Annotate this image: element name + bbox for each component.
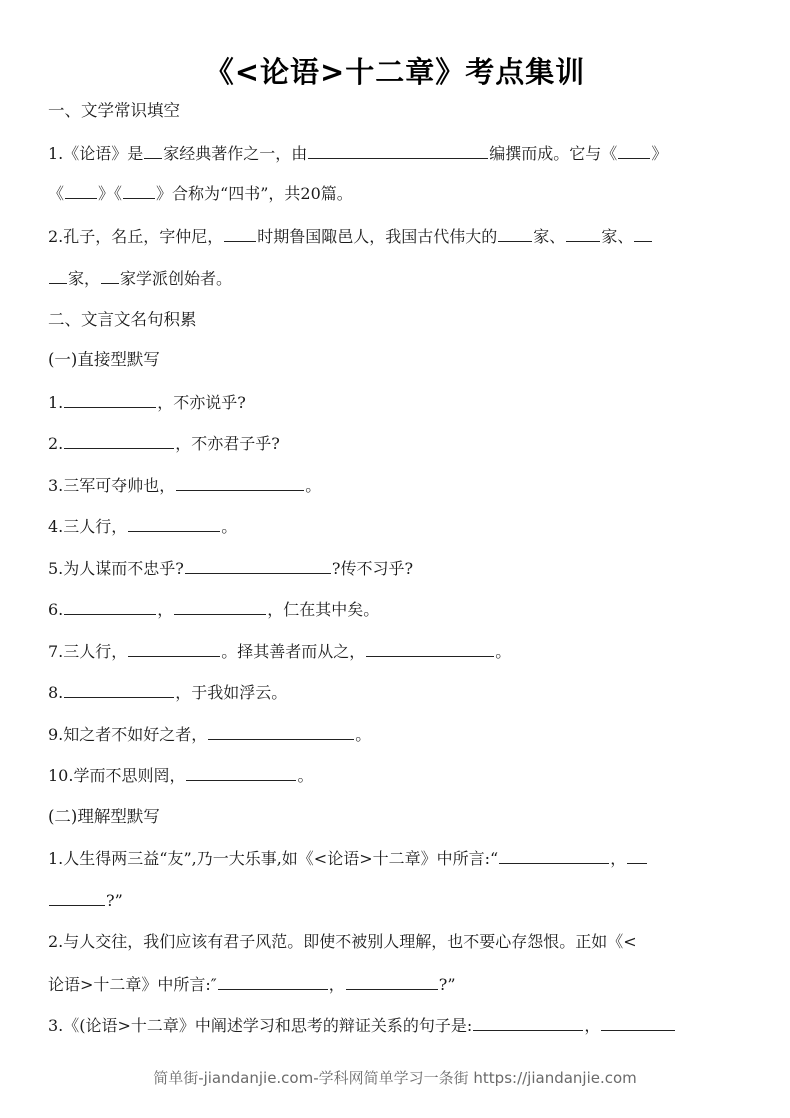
- understand-q1-line2: [48, 890, 123, 911]
- text-segment: 2.孔子，名丘，字仲尼，: [48, 227, 224, 246]
- direct-item-6: [48, 599, 379, 620]
- direct-item-9: [48, 724, 371, 745]
- fill-in-blank[interactable]: [346, 974, 438, 990]
- fill-in-blank[interactable]: [49, 268, 67, 284]
- text-segment: 1.《论语》是: [48, 144, 144, 163]
- fill-in-blank[interactable]: [366, 641, 494, 657]
- section2-heading: 二、文言文名句积累: [48, 310, 197, 329]
- text-segment: 编撰而成。它与《: [489, 144, 618, 163]
- text-segment: 3.三军可夺帅也，: [48, 476, 176, 495]
- text-segment: 》合称为“四书”，共20篇。: [156, 184, 353, 203]
- text-segment: ，不亦君子乎?: [175, 434, 280, 453]
- text-segment: 8.: [48, 683, 64, 702]
- text-segment: 10.学而不思则罔，: [48, 766, 186, 785]
- text-segment: 5.为人谋而不忠乎?: [48, 559, 184, 578]
- fill-in-blank[interactable]: [128, 516, 220, 532]
- sub1-heading: (一)直接型默写: [48, 350, 160, 369]
- fill-in-blank[interactable]: [128, 641, 220, 657]
- understand-q2-line2: [48, 974, 456, 995]
- text-segment: 。: [355, 725, 372, 744]
- footer-watermark: 简单街-jiandanjie.com-学科网简单学习一条街 https://jiandanjie.com: [153, 1069, 637, 1087]
- direct-item-4: [48, 516, 237, 537]
- fill-in-blank[interactable]: [64, 682, 174, 698]
- text-segment: ，: [584, 1016, 601, 1035]
- text-segment: 7.三人行，: [48, 642, 128, 661]
- direct-item-7: [48, 641, 511, 662]
- fill-in-blank[interactable]: [123, 183, 155, 199]
- fill-in-blank[interactable]: [174, 599, 266, 615]
- text-segment: ?传不习乎?: [331, 559, 414, 578]
- text-segment: 2.与人交往，我们应该有君子风范。即使不被别人理解，也不要心存怨恨。正如《<: [48, 932, 637, 951]
- text-segment: 时期鲁国陬邑人，我国古代伟大的: [257, 227, 498, 246]
- fill-in-blank[interactable]: [176, 475, 304, 491]
- direct-item-10: [48, 765, 313, 786]
- fill-in-blank[interactable]: [208, 724, 354, 740]
- fill-in-blank[interactable]: [627, 848, 647, 864]
- fill-in-blank[interactable]: [618, 143, 650, 159]
- text-segment: 《: [48, 184, 65, 203]
- fill-in-blank[interactable]: [499, 848, 609, 864]
- direct-item-5: [48, 558, 413, 579]
- s1-q1-line1: [48, 143, 667, 164]
- fill-in-blank[interactable]: [64, 599, 156, 615]
- fill-in-blank[interactable]: [224, 226, 256, 242]
- page-title: 《<论语>十二章》考点集训: [204, 55, 586, 89]
- direct-item-8: [48, 682, 287, 703]
- text-segment: ，于我如浮云。: [175, 683, 288, 702]
- text-segment: 6.: [48, 600, 64, 619]
- text-segment: ?”: [106, 891, 123, 910]
- text-segment: 家学派创始者。: [120, 269, 233, 288]
- text-segment: 。: [495, 642, 512, 661]
- text-segment: ，仁在其中矣。: [267, 600, 380, 619]
- text-segment: ，: [610, 849, 627, 868]
- text-segment: 1.: [48, 393, 64, 412]
- text-segment: ?”: [438, 975, 456, 994]
- s1-q2-line1: [48, 226, 653, 247]
- text-segment: 。: [305, 476, 322, 495]
- fill-in-blank[interactable]: [473, 1015, 583, 1031]
- text-segment: 家，: [68, 269, 101, 288]
- text-segment: 家、: [533, 227, 566, 246]
- fill-in-blank[interactable]: [144, 143, 162, 159]
- fill-in-blank[interactable]: [186, 765, 296, 781]
- direct-item-1: [48, 392, 246, 413]
- text-segment: 。: [221, 517, 238, 536]
- text-segment: 3.《(论语>十二章》中阐述学习和思考的辩证关系的句子是:: [48, 1016, 473, 1035]
- fill-in-blank[interactable]: [566, 226, 600, 242]
- fill-in-blank[interactable]: [64, 433, 174, 449]
- text-segment: 》《: [98, 184, 123, 203]
- fill-in-blank[interactable]: [498, 226, 532, 242]
- text-segment: 1.人生得两三益“友”,乃一大乐事,如《<论语>十二章》中所言:“: [48, 849, 499, 868]
- fill-in-blank[interactable]: [49, 890, 105, 906]
- fill-in-blank[interactable]: [65, 183, 97, 199]
- text-segment: 》: [651, 144, 668, 163]
- text-segment: 家、: [601, 227, 634, 246]
- understand-q3-line1: [48, 1015, 676, 1036]
- text-segment: ，: [328, 975, 345, 994]
- text-segment: 。择其善者而从之，: [221, 642, 366, 661]
- fill-in-blank[interactable]: [185, 558, 331, 574]
- direct-item-3: [48, 475, 321, 496]
- fill-in-blank[interactable]: [101, 268, 119, 284]
- fill-in-blank[interactable]: [308, 143, 488, 159]
- understand-q1-line1: [48, 848, 648, 869]
- direct-item-2: [48, 433, 280, 454]
- text-segment: 2.: [48, 434, 64, 453]
- understand-q2-line1: [48, 932, 637, 952]
- fill-in-blank[interactable]: [218, 974, 328, 990]
- fill-in-blank[interactable]: [601, 1015, 675, 1031]
- section1-heading: 一、文学常识填空: [48, 101, 180, 120]
- text-segment: 。: [297, 766, 314, 785]
- fill-in-blank[interactable]: [634, 226, 652, 242]
- fill-in-blank[interactable]: [64, 392, 156, 408]
- text-segment: 论语>十二章》中所言:″: [48, 975, 217, 994]
- sub2-heading: (二)理解型默写: [48, 807, 160, 826]
- text-segment: ，不亦说乎?: [157, 393, 246, 412]
- text-segment: 家经典著作之一，由: [163, 144, 308, 163]
- text-segment: ，: [157, 600, 174, 619]
- text-segment: 4.三人行，: [48, 517, 128, 536]
- text-segment: 9.知之者不如好之者，: [48, 725, 208, 744]
- s1-q2-line2: [48, 268, 232, 289]
- s1-q1-line2: [48, 183, 353, 204]
